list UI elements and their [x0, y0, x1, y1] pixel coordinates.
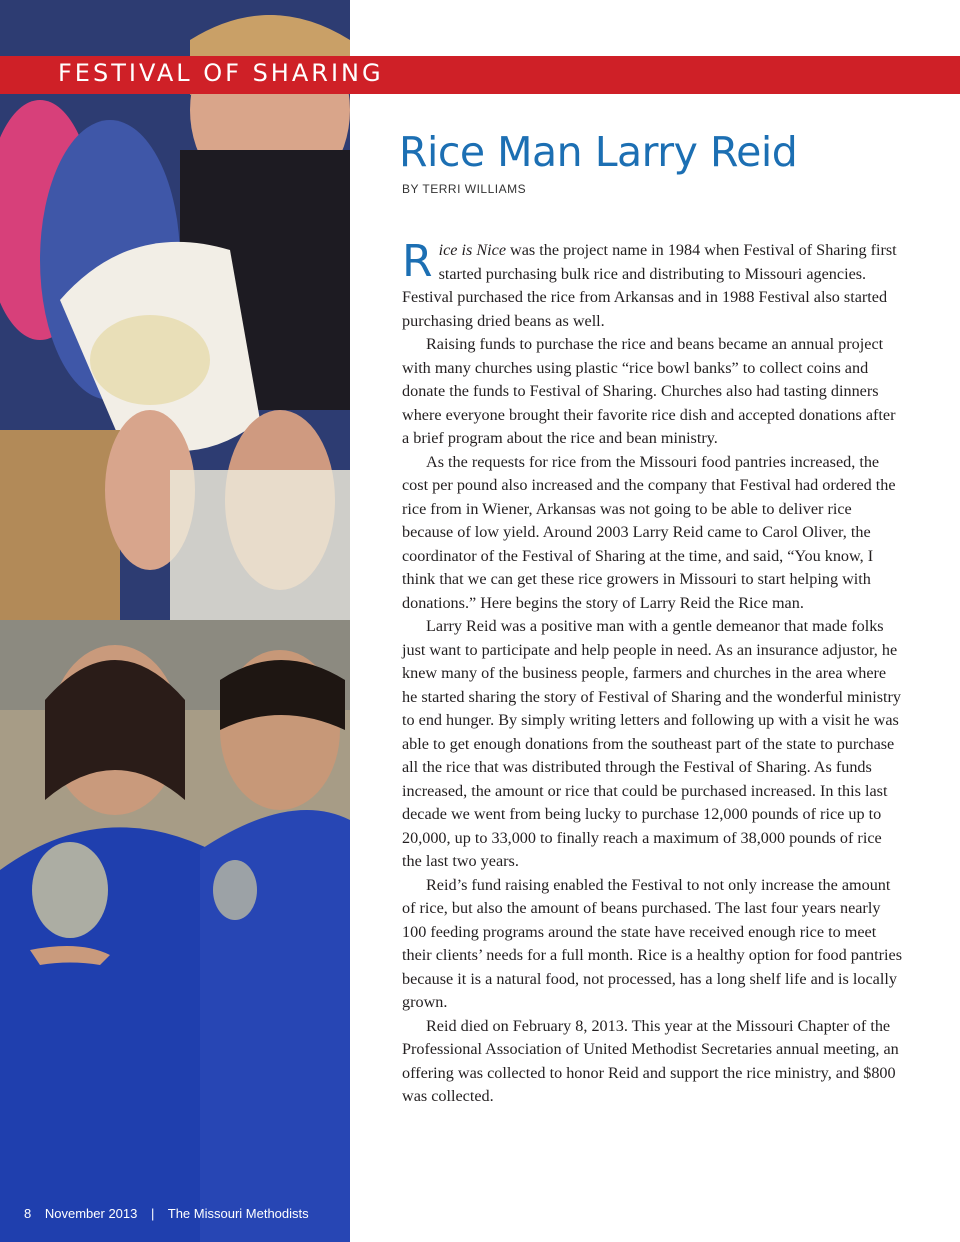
- article-paragraph-6: Reid died on February 8, 2013. This year at the Missouri Chapter of the Professional Association of United Methodist Secretaries annual meeting, an offering was collected to honor Reid and support the rice ministry, and $800 was collected.: [402, 1016, 899, 1105]
- article-body: [402, 236, 904, 1109]
- article-paragraph-1: [402, 236, 904, 333]
- issue-date: November 2013: [44, 1206, 138, 1221]
- article-paragraph-3: As the requests for rice from the Missouri food pantries increased, the cost per pound also increased and the company that Festival had ordered the rice from in Wiener, Arkansas was not going to be able to deliver rice because of low yield. Around 2003 Larry Reid came to Carol Oliver, the coordinator of the Festival of Sharing at the time, and said, “You know, I think that we can get these rice growers in Missouri to start helping with donations.” Here begins the story of Larry Reid the Rice man.: [402, 452, 896, 612]
- photo-children-illustration: [0, 620, 350, 1242]
- article-paragraph-5: Reid’s fund raising enabled the Festival to not only increase the amount of rice, but also the amount of beans purchased. The last four years nearly 100 feeding programs around the state have received enough rice to meet their clients’ needs for a full month. Rice is a healthy option for food pantries because it is a natural food, not processed, has a long shelf life and is locally grown.: [402, 875, 903, 1011]
- publication-name: The Missouri Methodists: [167, 1206, 309, 1221]
- page-footer: [24, 1206, 319, 1221]
- article-paragraph-4: Larry Reid was a positive man with a gentle demeanor that made folks just want to participate and help people in need. As an insurance adjustor, he knew many of the business people, farmers and churches in the area where he started sharing the story of Festival of Sharing and the wonderful ministry to end hunger. By simply writing letters and following up with a visit he was able to get enough donations from the southeast part of the state to purchase all the rice that was distributed through the Festival of Sharing. As funds increased, the amount or rice that could be purchased increased. In this last decade we went from being lucky to purchase 12,000 pounds of rice up to 20,000, up to 33,000 to finally reach a maximum of 38,000 pounds of rice the last two years.: [402, 617, 902, 870]
- drop-cap: R: [402, 236, 433, 287]
- project-name-italic: ice is Nice: [438, 241, 506, 259]
- footer-separator: |: [150, 1206, 155, 1221]
- article-title: Rice Man Larry Reid: [399, 128, 798, 176]
- section-banner-label: FESTIVAL OF SHARING: [58, 59, 384, 87]
- paragraph-1-text: was the project name in 1984 when Festival of Sharing first started purchasing bulk rice and distributing to Missouri agencies. Festival purchased the rice from Arkansas and in 1988 Festival also started purchasing dried beans as well.: [402, 241, 897, 330]
- photo-children-singing: [0, 620, 350, 1242]
- article-byline: BY TERRI WILLIAMS: [402, 182, 527, 196]
- article-paragraph-2: Raising funds to purchase the rice and beans became an annual project with many churches using plastic “rice bowl banks” to collect coins and donate the funds to Festival of Sharing. Churches also had tasting dinners where everyone brought their favorite rice dish and accepted donations after a brief program about the rice and bean ministry.: [402, 335, 896, 447]
- page-number: 8: [24, 1206, 32, 1221]
